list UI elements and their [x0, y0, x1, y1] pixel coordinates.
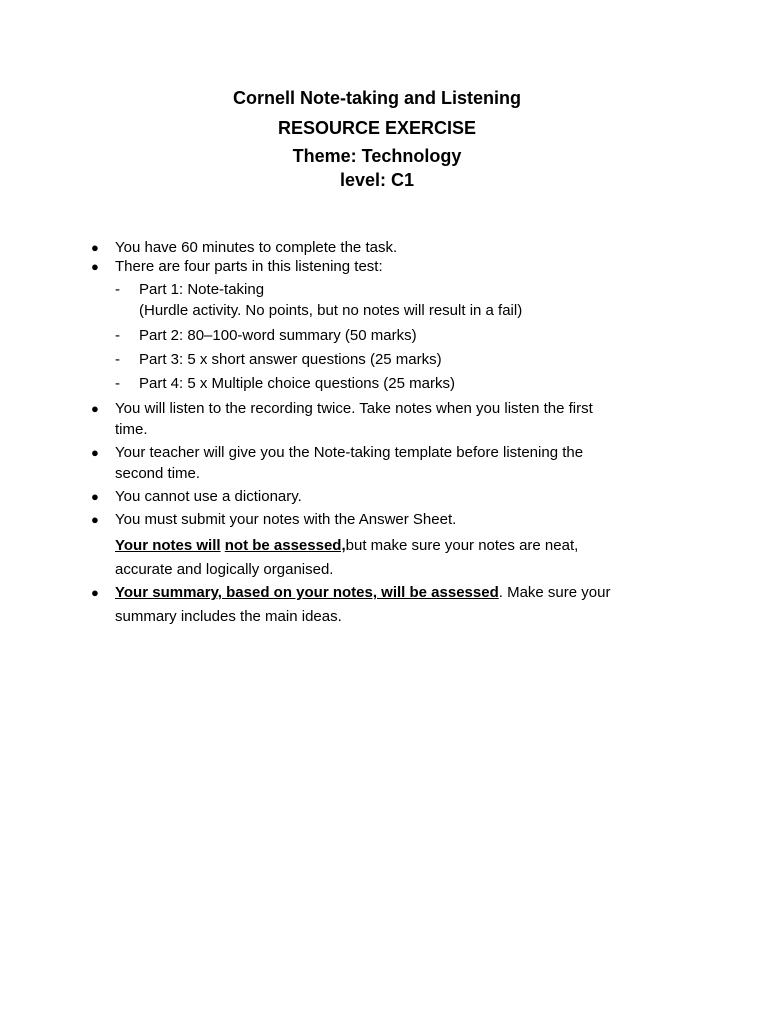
summary-assessment-line2: summary includes the main ideas.	[115, 608, 342, 625]
document-level: level: C1	[339, 170, 415, 190]
part-1-item: Part 1: Note-taking	[139, 281, 265, 298]
instruction-four-parts: There are four parts in this listening test:	[115, 258, 383, 275]
summary-assessment-line1	[115, 582, 610, 603]
dash-marker: -	[115, 375, 120, 392]
part-4-item: Part 4: 5 x Multiple choice questions (25 marks)	[139, 375, 455, 392]
instruction-time-limit: You have 60 minutes to complete the task.	[115, 239, 398, 256]
notes-assessment-line2: accurate and logically organised.	[115, 561, 334, 578]
notes-neat-text: but make sure your notes are neat,	[345, 537, 579, 554]
part-2-item: Part 2: 80–100-word summary (50 marks)	[139, 327, 417, 344]
document-theme: Theme: Technology	[292, 146, 462, 166]
document-title: Cornell Note-taking and Listening	[232, 88, 521, 108]
part-3-item: Part 3: 5 x short answer questions (25 marks)	[139, 351, 442, 368]
dash-marker: -	[115, 281, 120, 298]
notes-will-emphasis: Your notes will	[115, 537, 221, 554]
instruction-listen-twice-line2: time.	[115, 421, 148, 438]
bullet-icon: ●	[91, 401, 99, 416]
bullet-icon: ●	[91, 445, 99, 460]
dash-marker: -	[115, 351, 120, 368]
document-subtitle: RESOURCE EXERCISE	[277, 118, 477, 138]
summary-assessed-emphasis: Your summary, based on your notes, will be assessed	[115, 584, 499, 601]
bullet-icon: ●	[91, 240, 99, 255]
instruction-template-line2: second time.	[115, 465, 201, 482]
bullet-icon: ●	[91, 585, 99, 600]
not-assessed-emphasis: not be assessed,	[224, 537, 346, 554]
summary-main-ideas-text: . Make sure your	[498, 584, 611, 601]
bullet-icon: ●	[91, 512, 99, 527]
notes-assessment-line1	[115, 535, 578, 556]
part-1-note: (Hurdle activity. No points, but no notes will result in a fail)	[139, 302, 523, 319]
instruction-no-dictionary: You cannot use a dictionary.	[115, 488, 302, 505]
instruction-template-line1: Your teacher will give you the Note-taking template before listening the	[115, 444, 584, 461]
bullet-icon: ●	[91, 489, 99, 504]
instruction-submit-notes: You must submit your notes with the Answer Sheet.	[115, 511, 457, 528]
bullet-icon: ●	[91, 259, 99, 274]
instruction-listen-twice-line1: You will listen to the recording twice. Take notes when you listen the first	[115, 400, 593, 417]
dash-marker: -	[115, 327, 120, 344]
